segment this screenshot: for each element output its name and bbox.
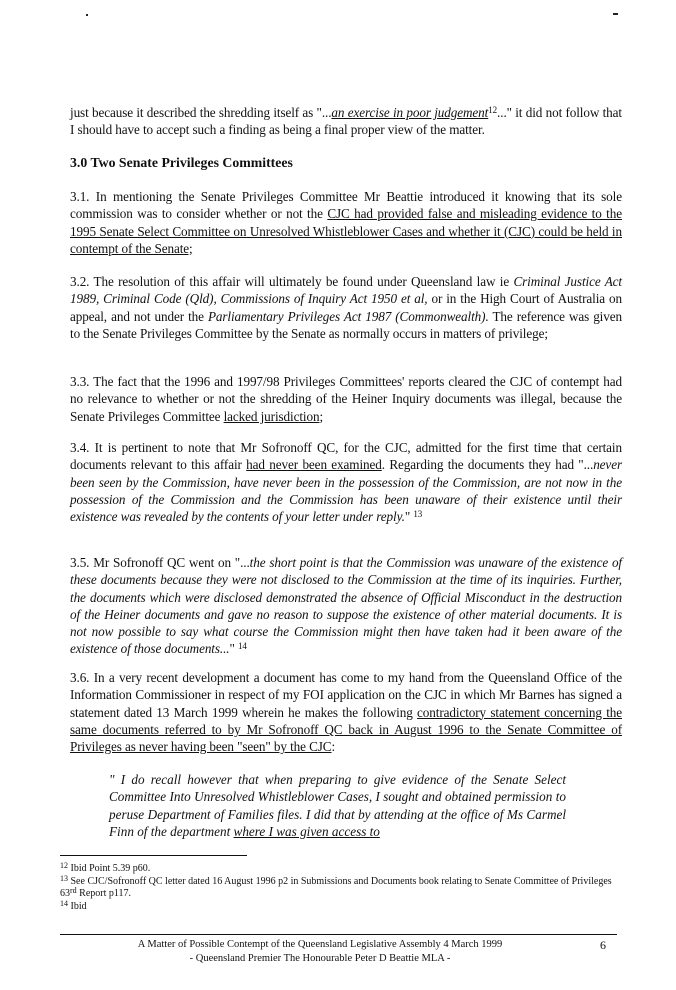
italic-quote: the short point is that the Commission was unaware of the existence of these documents because they were not disclosed to the Commission at the time of its inquiries. Further, the documents which were disclosed demonstrated the absence of Official Misconduct in the destruction of the Heiner documents and gave no reason to suppose the existence of other material documents. It is not now possible to say what course the Commission might then have taken had it been aware of the existence of those documents... [70, 555, 622, 657]
italic-quote: never been seen by the Commission, have never been in the possession of the Commission, are not now in the possession of the Commission and the Commission has been unaware of their existence until their existence was revealed by the contents of your letter under reply. [70, 457, 622, 525]
footnote [60, 873, 620, 901]
paragraph-3-3 [70, 373, 622, 425]
footnote-ref: 14 [237, 641, 247, 652]
paragraph-3-1 [70, 188, 622, 257]
paragraph-3-5 [70, 554, 622, 658]
section-heading: 3.0 Two Senate Privileges Committees [70, 155, 293, 170]
italic-citation: Parliamentary Privileges Act 1987 (Commonwealth). [207, 308, 489, 324]
page-footer [60, 938, 580, 965]
underlined-text: had never been examined [246, 457, 382, 473]
text: The reference was given to the Senate Privileges Committee by the Senate as normally occurs in matters of privilege; [70, 308, 622, 341]
italic-citation: Criminal Justice Act 1989, Criminal Code (Qld), Commissions of Inquiry Act 1950 et al, [70, 274, 622, 307]
text: ..." it did not follow that I should have to accept such a finding as being a final proper view of the matter. [70, 105, 622, 138]
text: : [331, 739, 336, 755]
underlined-text: lacked jurisdiction [223, 408, 320, 424]
continuation-paragraph [70, 104, 622, 139]
underlined-text: CJC had provided false and misleading evidence to the 1995 Senate Select Committee on Unresolved Whistleblower Cases and whether it (CJC) could be held in contempt of the Senate; [70, 206, 622, 256]
quote-mark: " [109, 772, 121, 787]
footnote-number: 14 [60, 898, 68, 908]
footnote-text: Ibid [68, 900, 87, 912]
text: 3.1. In mentioning the Senate Privileges Committee Mr Beattie introduced it knowing that its sole commission was to consider whether or not the [70, 189, 622, 222]
footnote-number: 13 [60, 873, 68, 883]
underlined-quote: an exercise in poor judgement [331, 105, 489, 120]
text: or in the High Court of Australia on appeal, and not under the [70, 291, 622, 324]
paragraph-3-6 [70, 669, 622, 755]
text: 3.4. It is pertinent to note that Mr Sofronoff QC, for the CJC, admitted for the first time that certain documents relevant to this affair [70, 440, 622, 473]
text: 3.2. The resolution of this affair will ultimately be found under Queensland law ie [70, 274, 514, 289]
paragraph-3-4 [70, 439, 622, 525]
text: ; [319, 408, 324, 424]
footer-divider [60, 934, 617, 935]
paragraph-3-2 [70, 273, 622, 342]
scan-speck [86, 14, 88, 16]
footer-subtitle: - Queensland Premier The Honourable Peter D Beattie MLA - [189, 952, 451, 964]
footnote-ref: 13 [413, 509, 423, 520]
footnote-ref: 12 [488, 105, 498, 115]
text: . Regarding the documents they had "... [381, 457, 594, 473]
footnote-text: Ibid Point 5.39 p60. [68, 863, 151, 874]
text: 3.6. In a very recent development a document has come to my hand from the Queensland Office of the Information Commissioner in respect of my FOI application on the CJC in which Mr Barnes has signed a statement dated 13 March 1999 wherein he makes the following [70, 670, 622, 720]
footer-title: A Matter of Possible Contempt of the Queensland Legislative Assembly 4 March 1999 [137, 939, 503, 950]
text: just because it described the shredding itself as "... [70, 105, 332, 120]
underlined-text: contradictory statement concerning the same documents referred to by Mr Sofronoff QC back in August 1996 to the Senate Committee of Privileges as never having been "seen" by the CJC [70, 704, 622, 755]
scan-speck [613, 13, 618, 15]
footnote-number: 12 [60, 861, 68, 870]
page-number: 6 [600, 938, 606, 952]
text: " [404, 509, 414, 525]
text: 3.5. Mr Sofronoff QC went on "... [70, 555, 250, 570]
footnote-divider [60, 855, 247, 856]
footnotes [60, 863, 620, 913]
underlined-text: where I was given access to [233, 823, 380, 839]
footnote [60, 898, 620, 914]
quote-text: I do recall however that when preparing to give evidence of the Senate Select Committee Into Unresolved Whistleblower Cases, I sought and obtained permission to peruse Department of Families files. I did that by attending at the office of Ms Carmel Finn of the department [109, 772, 566, 839]
footnote [60, 863, 620, 876]
ordinal-suffix: rd [70, 886, 77, 895]
text: 3.3. The fact that the 1996 and 1997/98 Privileges Committees' reports cleared the CJC of contempt had no relevance to whether or not the shredding of the Heiner Inquiry documents was illegal, because the Senate Privileges Committee [70, 374, 622, 424]
block-quote [109, 771, 566, 840]
footnote-text: Report p117. [76, 888, 132, 899]
text: " [229, 641, 238, 657]
footnote-text: See CJC/Sofronoff QC letter dated 16 August 1996 p2 in Submissions and Documents book relating to Senate Committee of Privileges 63 [60, 875, 612, 899]
